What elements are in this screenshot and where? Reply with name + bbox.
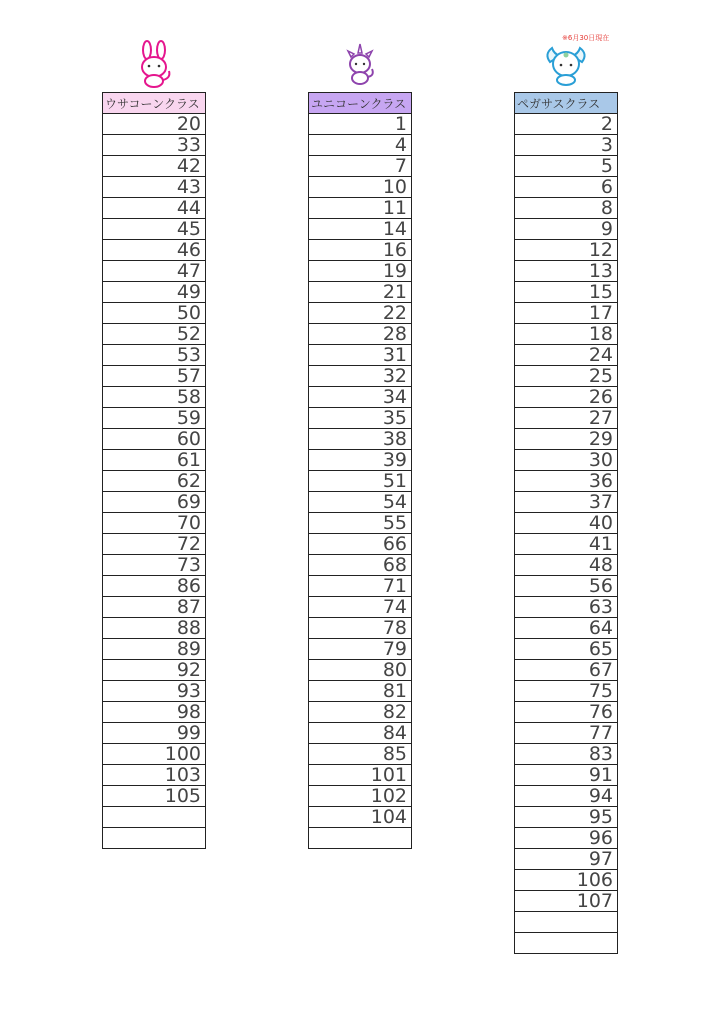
table-row	[309, 765, 412, 786]
table-cell: 107	[515, 891, 618, 912]
table-cell: 98	[103, 702, 206, 723]
table-cell: 33	[103, 135, 206, 156]
table-cell: 71	[309, 576, 412, 597]
table-cell: 29	[515, 429, 618, 450]
table-row	[515, 408, 618, 429]
table-cell: 24	[515, 345, 618, 366]
table-row	[309, 534, 412, 555]
table-row	[515, 933, 618, 954]
table-cell: 60	[103, 429, 206, 450]
table-row	[515, 576, 618, 597]
pegasus-class-column	[514, 92, 618, 954]
table-cell: 66	[309, 534, 412, 555]
table-cell: 44	[103, 198, 206, 219]
table-row	[103, 723, 206, 744]
table-cell: 82	[309, 702, 412, 723]
table-cell: 69	[103, 492, 206, 513]
table-row	[309, 345, 412, 366]
table-row	[309, 240, 412, 261]
table-cell: 14	[309, 219, 412, 240]
table-row	[309, 429, 412, 450]
table-cell: 8	[515, 198, 618, 219]
table-row	[515, 912, 618, 933]
table-row	[309, 219, 412, 240]
table-row	[309, 723, 412, 744]
table-cell: 76	[515, 702, 618, 723]
table-cell: 26	[515, 387, 618, 408]
table-cell: 4	[309, 135, 412, 156]
table-row	[515, 198, 618, 219]
table-row	[515, 261, 618, 282]
table-cell: 100	[103, 744, 206, 765]
table-row	[309, 702, 412, 723]
table-row	[515, 282, 618, 303]
table-row	[515, 786, 618, 807]
table-cell: 86	[103, 576, 206, 597]
table-cell: 84	[309, 723, 412, 744]
table-row	[309, 366, 412, 387]
table-row	[103, 786, 206, 807]
table-cell: 73	[103, 555, 206, 576]
table-cell: 49	[103, 282, 206, 303]
table-row	[515, 828, 618, 849]
table-cell: 41	[515, 534, 618, 555]
table-row	[309, 324, 412, 345]
table-row	[103, 681, 206, 702]
table-cell: 62	[103, 471, 206, 492]
table-row	[309, 282, 412, 303]
table-cell: 58	[103, 387, 206, 408]
table-cell: 91	[515, 765, 618, 786]
table-row	[309, 639, 412, 660]
table-cell: 67	[515, 660, 618, 681]
table-cell: 32	[309, 366, 412, 387]
table-row	[103, 660, 206, 681]
table-cell: 53	[103, 345, 206, 366]
table-row	[309, 408, 412, 429]
table-row	[515, 471, 618, 492]
table-row	[309, 681, 412, 702]
table-row	[309, 555, 412, 576]
table-row	[515, 870, 618, 891]
unicorn-mascot-icon	[336, 40, 384, 88]
table-cell: 48	[515, 555, 618, 576]
table-row	[103, 534, 206, 555]
table-row	[103, 240, 206, 261]
table-row	[515, 534, 618, 555]
table-row	[103, 597, 206, 618]
table-cell: 83	[515, 744, 618, 765]
table-cell: 25	[515, 366, 618, 387]
table-cell: 56	[515, 576, 618, 597]
table-row	[309, 135, 412, 156]
table-cell: 74	[309, 597, 412, 618]
table-row	[103, 366, 206, 387]
table-cell: 19	[309, 261, 412, 282]
table-cell: 95	[515, 807, 618, 828]
table-row	[309, 618, 412, 639]
table-cell: 5	[515, 156, 618, 177]
table-cell: 77	[515, 723, 618, 744]
table-row	[103, 471, 206, 492]
table-cell: 40	[515, 513, 618, 534]
table-row	[103, 408, 206, 429]
table-cell: 81	[309, 681, 412, 702]
table-cell: 12	[515, 240, 618, 261]
table-row	[103, 744, 206, 765]
unicorn-class-column	[308, 92, 412, 849]
table-row	[515, 618, 618, 639]
table-row	[309, 807, 412, 828]
table-row	[515, 891, 618, 912]
table-row	[515, 387, 618, 408]
bunny-mascot-icon	[130, 40, 178, 88]
table-row	[515, 660, 618, 681]
table-row	[515, 135, 618, 156]
table-row	[309, 492, 412, 513]
table-row	[515, 345, 618, 366]
table-cell: 70	[103, 513, 206, 534]
table-cell: 38	[309, 429, 412, 450]
table-row	[309, 387, 412, 408]
table-row	[515, 366, 618, 387]
table-cell: 27	[515, 408, 618, 429]
table-cell: 42	[103, 156, 206, 177]
usagi-class-column	[102, 92, 206, 849]
table-cell: 51	[309, 471, 412, 492]
table-cell: 78	[309, 618, 412, 639]
table-cell: 30	[515, 450, 618, 471]
table-row	[515, 324, 618, 345]
table-cell: 94	[515, 786, 618, 807]
table-cell: 50	[103, 303, 206, 324]
table-row	[309, 576, 412, 597]
table-cell: 9	[515, 219, 618, 240]
table-cell: 99	[103, 723, 206, 744]
table-cell: 45	[103, 219, 206, 240]
table-row	[515, 492, 618, 513]
table-row	[103, 807, 206, 828]
table-cell: 103	[103, 765, 206, 786]
table-cell: 96	[515, 828, 618, 849]
pegasus-mascot-icon	[542, 40, 590, 88]
date-note: ※6月30日現在	[562, 34, 610, 42]
table-row	[103, 429, 206, 450]
table-row	[309, 114, 412, 135]
table-row	[515, 429, 618, 450]
table-cell: 89	[103, 639, 206, 660]
table-row	[515, 177, 618, 198]
table-row	[515, 303, 618, 324]
table-row	[309, 828, 412, 849]
table-row	[515, 765, 618, 786]
table-cell	[515, 933, 618, 954]
unicorn-class-header: ユニコーンクラス	[309, 93, 412, 114]
table-row	[103, 324, 206, 345]
table-row	[103, 303, 206, 324]
table-cell	[515, 912, 618, 933]
table-row	[515, 639, 618, 660]
table-row	[515, 555, 618, 576]
table-cell: 18	[515, 324, 618, 345]
table-cell: 102	[309, 786, 412, 807]
table-cell: 106	[515, 870, 618, 891]
table-cell: 13	[515, 261, 618, 282]
table-cell: 101	[309, 765, 412, 786]
table-row	[309, 513, 412, 534]
table-cell: 7	[309, 156, 412, 177]
table-cell: 46	[103, 240, 206, 261]
table-cell: 63	[515, 597, 618, 618]
usagi-class-header: ウサコーンクラス	[103, 93, 206, 114]
table-row	[103, 828, 206, 849]
table-cell: 104	[309, 807, 412, 828]
table-cell: 59	[103, 408, 206, 429]
table-row	[309, 198, 412, 219]
table-cell: 61	[103, 450, 206, 471]
table-cell: 20	[103, 114, 206, 135]
table-cell: 64	[515, 618, 618, 639]
table-cell: 17	[515, 303, 618, 324]
table-row	[515, 744, 618, 765]
table-cell	[103, 807, 206, 828]
table-cell: 22	[309, 303, 412, 324]
table-row	[515, 219, 618, 240]
table-row	[515, 240, 618, 261]
table-cell: 80	[309, 660, 412, 681]
table-row	[103, 387, 206, 408]
table-cell: 93	[103, 681, 206, 702]
table-cell: 31	[309, 345, 412, 366]
table-cell: 21	[309, 282, 412, 303]
table-row	[309, 177, 412, 198]
table-cell: 57	[103, 366, 206, 387]
table-cell: 11	[309, 198, 412, 219]
table-cell: 54	[309, 492, 412, 513]
table-cell: 47	[103, 261, 206, 282]
table-row	[309, 660, 412, 681]
table-cell: 92	[103, 660, 206, 681]
table-cell: 34	[309, 387, 412, 408]
table-cell: 43	[103, 177, 206, 198]
table-row	[103, 450, 206, 471]
table-row	[309, 597, 412, 618]
table-cell: 72	[103, 534, 206, 555]
table-row	[309, 744, 412, 765]
table-cell: 3	[515, 135, 618, 156]
table-cell: 1	[309, 114, 412, 135]
table-row	[515, 723, 618, 744]
table-row	[309, 450, 412, 471]
table-row	[103, 555, 206, 576]
table-row	[515, 156, 618, 177]
table-cell: 36	[515, 471, 618, 492]
table-row	[103, 219, 206, 240]
table-row	[515, 807, 618, 828]
table-row	[309, 786, 412, 807]
table-cell: 35	[309, 408, 412, 429]
table-row	[515, 702, 618, 723]
table-row	[103, 765, 206, 786]
table-row	[515, 114, 618, 135]
table-cell: 37	[515, 492, 618, 513]
table-row	[103, 114, 206, 135]
table-cell: 39	[309, 450, 412, 471]
table-cell: 97	[515, 849, 618, 870]
table-row	[103, 639, 206, 660]
table-row	[103, 576, 206, 597]
table-row	[103, 156, 206, 177]
table-cell: 28	[309, 324, 412, 345]
table-cell: 2	[515, 114, 618, 135]
table-cell	[309, 828, 412, 849]
table-row	[103, 702, 206, 723]
table-row	[103, 261, 206, 282]
table-row	[103, 177, 206, 198]
table-cell: 68	[309, 555, 412, 576]
table-row	[515, 681, 618, 702]
table-cell: 52	[103, 324, 206, 345]
table-row	[309, 303, 412, 324]
table-cell: 87	[103, 597, 206, 618]
table-row	[309, 471, 412, 492]
table-row	[309, 156, 412, 177]
table-row	[103, 492, 206, 513]
table-row	[515, 597, 618, 618]
table-cell: 105	[103, 786, 206, 807]
table-cell: 88	[103, 618, 206, 639]
table-cell: 16	[309, 240, 412, 261]
table-cell: 15	[515, 282, 618, 303]
table-cell	[103, 828, 206, 849]
table-cell: 79	[309, 639, 412, 660]
table-cell: 55	[309, 513, 412, 534]
table-cell: 75	[515, 681, 618, 702]
table-cell: 10	[309, 177, 412, 198]
table-row	[103, 282, 206, 303]
table-cell: 65	[515, 639, 618, 660]
table-row	[309, 261, 412, 282]
table-row	[103, 135, 206, 156]
pegasus-class-header: ペガサスクラス	[515, 93, 618, 114]
table-row	[103, 345, 206, 366]
table-row	[515, 450, 618, 471]
table-row	[515, 849, 618, 870]
table-row	[103, 198, 206, 219]
table-row	[103, 618, 206, 639]
table-row	[103, 513, 206, 534]
table-cell: 85	[309, 744, 412, 765]
table-cell: 6	[515, 177, 618, 198]
table-row	[515, 513, 618, 534]
